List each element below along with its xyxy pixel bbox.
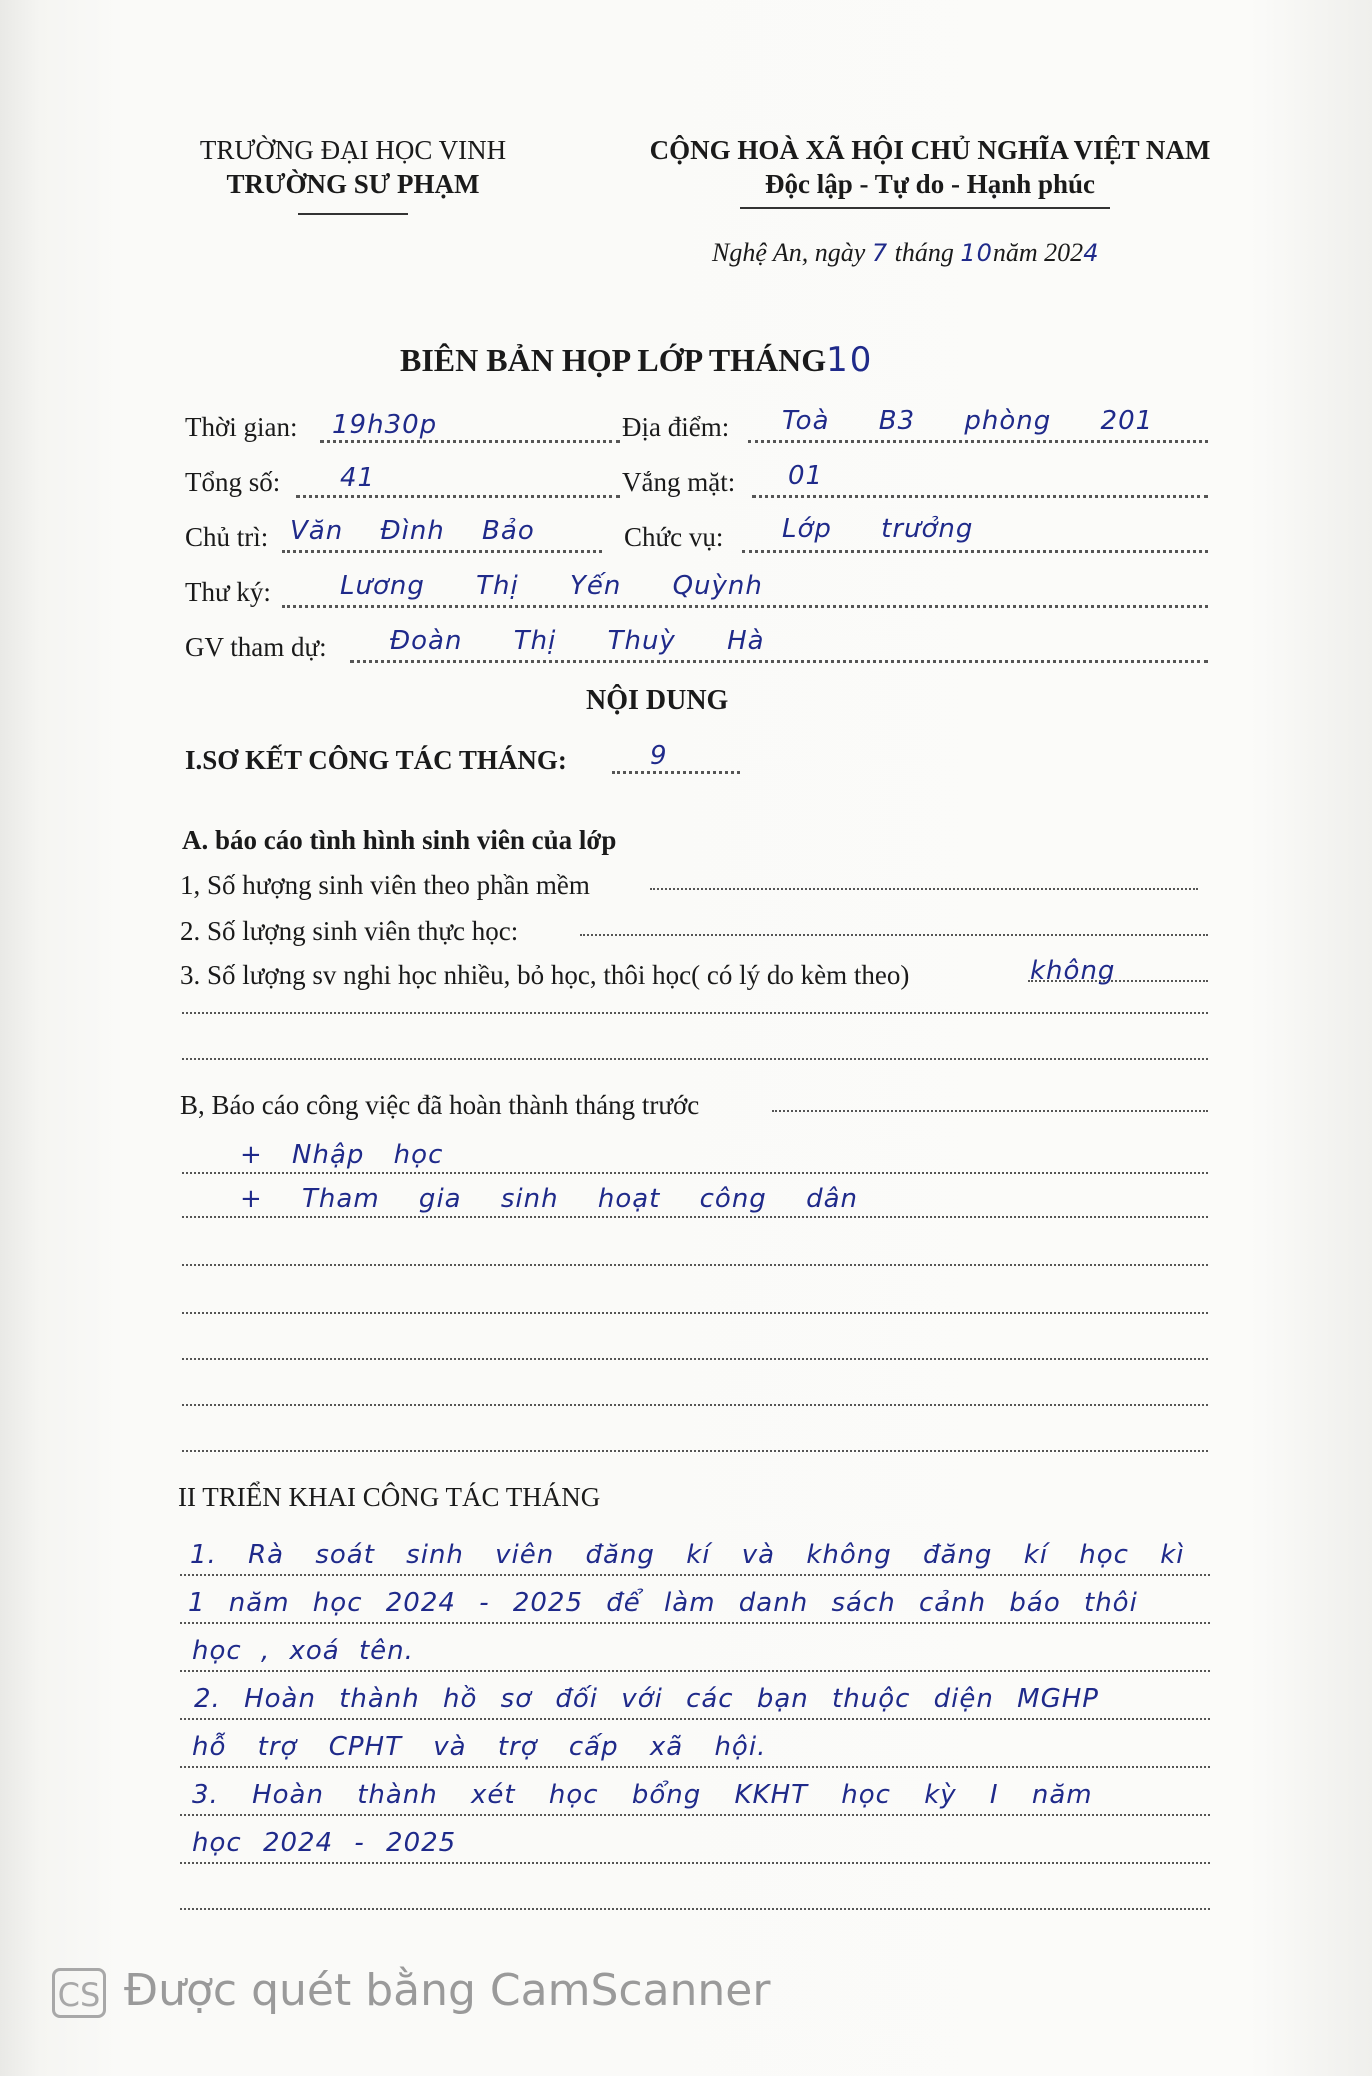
place-dots bbox=[748, 440, 1208, 443]
total-label: Tổng số: bbox=[185, 467, 281, 497]
date-day: 7 bbox=[871, 239, 889, 267]
time-label: Thời gian: bbox=[185, 412, 298, 442]
teacher-label: GV tham dự: bbox=[185, 632, 327, 662]
date-year-digit: 4 bbox=[1083, 239, 1100, 267]
time-value: 19h30p bbox=[332, 410, 438, 440]
section2-blank bbox=[180, 1908, 1210, 1910]
section2-line-1-text: 1. Rà soát sinh viên đăng kí và không đăng kí học kì bbox=[190, 1540, 1185, 1570]
partB-blank-3 bbox=[182, 1358, 1208, 1360]
header-left-rule bbox=[298, 213, 408, 215]
title-text: BIÊN BẢN HỌP LỚP THÁNG bbox=[400, 342, 827, 378]
section2-line-3-text: học , xoá tên. bbox=[192, 1636, 414, 1666]
partA-heading: A. báo cáo tình hình sinh viên của lớp bbox=[182, 825, 617, 855]
section2-line-2-text: 1 năm học 2024 - 2025 để làm danh sách cảnh báo thôi bbox=[188, 1588, 1138, 1618]
motto: Độc lập - Tự do - Hạnh phúc bbox=[764, 169, 1096, 199]
title-month: 10 bbox=[826, 340, 874, 380]
teacher-value: Đoàn Thị Thuỳ Hà bbox=[390, 626, 765, 656]
place-value: Toà B3 phòng 201 bbox=[782, 406, 1154, 436]
section2-line-6 bbox=[180, 1814, 1210, 1816]
partA-item2-dots bbox=[580, 934, 1208, 936]
document-title bbox=[400, 340, 873, 380]
university-name: TRƯỜNG ĐẠI HỌC VINH bbox=[199, 135, 507, 165]
section2-line-5-text: hỗ trợ CPHT và trợ cấp xã hội. bbox=[192, 1732, 767, 1762]
dateline bbox=[712, 238, 1099, 268]
country-name: CỘNG HOÀ XÃ HỘI CHỦ NGHĨA VIỆT NAM bbox=[649, 135, 1211, 165]
header-right bbox=[630, 133, 1230, 201]
partB-blank-4 bbox=[182, 1404, 1208, 1406]
secretary-value: Lương Thị Yến Quỳnh bbox=[340, 571, 763, 601]
section2-line-6-text: 3. Hoàn thành xét học bổng KKHT học kỳ I năm bbox=[192, 1780, 1093, 1810]
total-value: 41 bbox=[340, 463, 376, 493]
chair-value: Văn Đình Bảo bbox=[290, 516, 535, 546]
section2-heading: II TRIỂN KHAI CÔNG TÁC THÁNG bbox=[178, 1482, 601, 1512]
partA-item3-value: không bbox=[1030, 956, 1116, 986]
partB-heading: B, Báo cáo công việc đã hoàn thành tháng trước bbox=[180, 1090, 700, 1120]
school-name: TRƯỜNG SƯ PHẠM bbox=[226, 169, 480, 199]
partA-blank-2 bbox=[182, 1058, 1208, 1060]
partB-line-2 bbox=[182, 1216, 1208, 1218]
partA-item1-dots bbox=[650, 888, 1198, 890]
position-value: Lớp trưởng bbox=[782, 514, 974, 544]
partB-heading-dots bbox=[772, 1110, 1208, 1112]
chair-label: Chủ trì: bbox=[185, 522, 269, 552]
total-dots bbox=[296, 495, 620, 498]
time-dots bbox=[320, 440, 620, 443]
partB-line-2-text: + Tham gia sinh hoạt công dân bbox=[240, 1184, 858, 1214]
teacher-dots bbox=[350, 660, 1208, 663]
section1-heading: I.SƠ KẾT CÔNG TÁC THÁNG: bbox=[185, 745, 567, 775]
content-heading: NỘI DUNG bbox=[586, 685, 729, 716]
camscanner-text: Được quét bằng CamScanner bbox=[124, 1965, 771, 2016]
partA-item3: 3. Số lượng sv nghi học nhiều, bỏ học, thôi học( có lý do kèm theo) bbox=[180, 960, 910, 990]
header-right-rule bbox=[740, 207, 1110, 209]
section2-line-5 bbox=[180, 1766, 1210, 1768]
date-prefix: Nghệ An, ngày bbox=[712, 238, 866, 267]
partA-blank-1 bbox=[182, 1012, 1208, 1014]
secretary-label: Thư ký: bbox=[185, 577, 271, 607]
partB-blank-2 bbox=[182, 1312, 1208, 1314]
date-month: 10 bbox=[960, 239, 993, 267]
partA-item1: 1, Số hượng sinh viên theo phần mềm bbox=[180, 870, 590, 900]
chair-dots bbox=[282, 550, 602, 553]
section1-month: 9 bbox=[650, 741, 668, 771]
section2-line-4 bbox=[180, 1718, 1210, 1720]
section2-line-7 bbox=[180, 1862, 1210, 1864]
position-label: Chức vụ: bbox=[624, 522, 724, 552]
section2-line-7-text: học 2024 - 2025 bbox=[192, 1828, 457, 1858]
partB-line-1 bbox=[182, 1172, 1208, 1174]
partA-item2: 2. Số lượng sinh viên thực học: bbox=[180, 916, 519, 946]
camscanner-watermark bbox=[52, 1965, 770, 2018]
partB-blank-5 bbox=[182, 1450, 1208, 1452]
absent-label: Vắng mặt: bbox=[622, 467, 736, 497]
partB-line-1-text: + Nhập học bbox=[240, 1140, 444, 1170]
absent-dots bbox=[752, 495, 1208, 498]
section2-line-1 bbox=[180, 1574, 1210, 1576]
section2-line-2 bbox=[180, 1622, 1210, 1624]
header-left bbox=[178, 133, 528, 201]
section2-line-3 bbox=[180, 1670, 1210, 1672]
secretary-dots bbox=[282, 605, 1208, 608]
absent-value: 01 bbox=[788, 461, 824, 491]
date-year-label: năm 202 bbox=[992, 238, 1084, 267]
date-month-label: tháng bbox=[894, 238, 954, 267]
section2-line-4-text: 2. Hoàn thành hồ sơ đối với các bạn thuộc diện MGHP bbox=[194, 1684, 1099, 1714]
camscanner-logo-icon: CS bbox=[52, 1968, 106, 2018]
place-label: Địa điểm: bbox=[622, 412, 730, 442]
partB-blank-1 bbox=[182, 1264, 1208, 1266]
section1-month-dots bbox=[612, 771, 740, 774]
position-dots bbox=[742, 550, 1208, 553]
